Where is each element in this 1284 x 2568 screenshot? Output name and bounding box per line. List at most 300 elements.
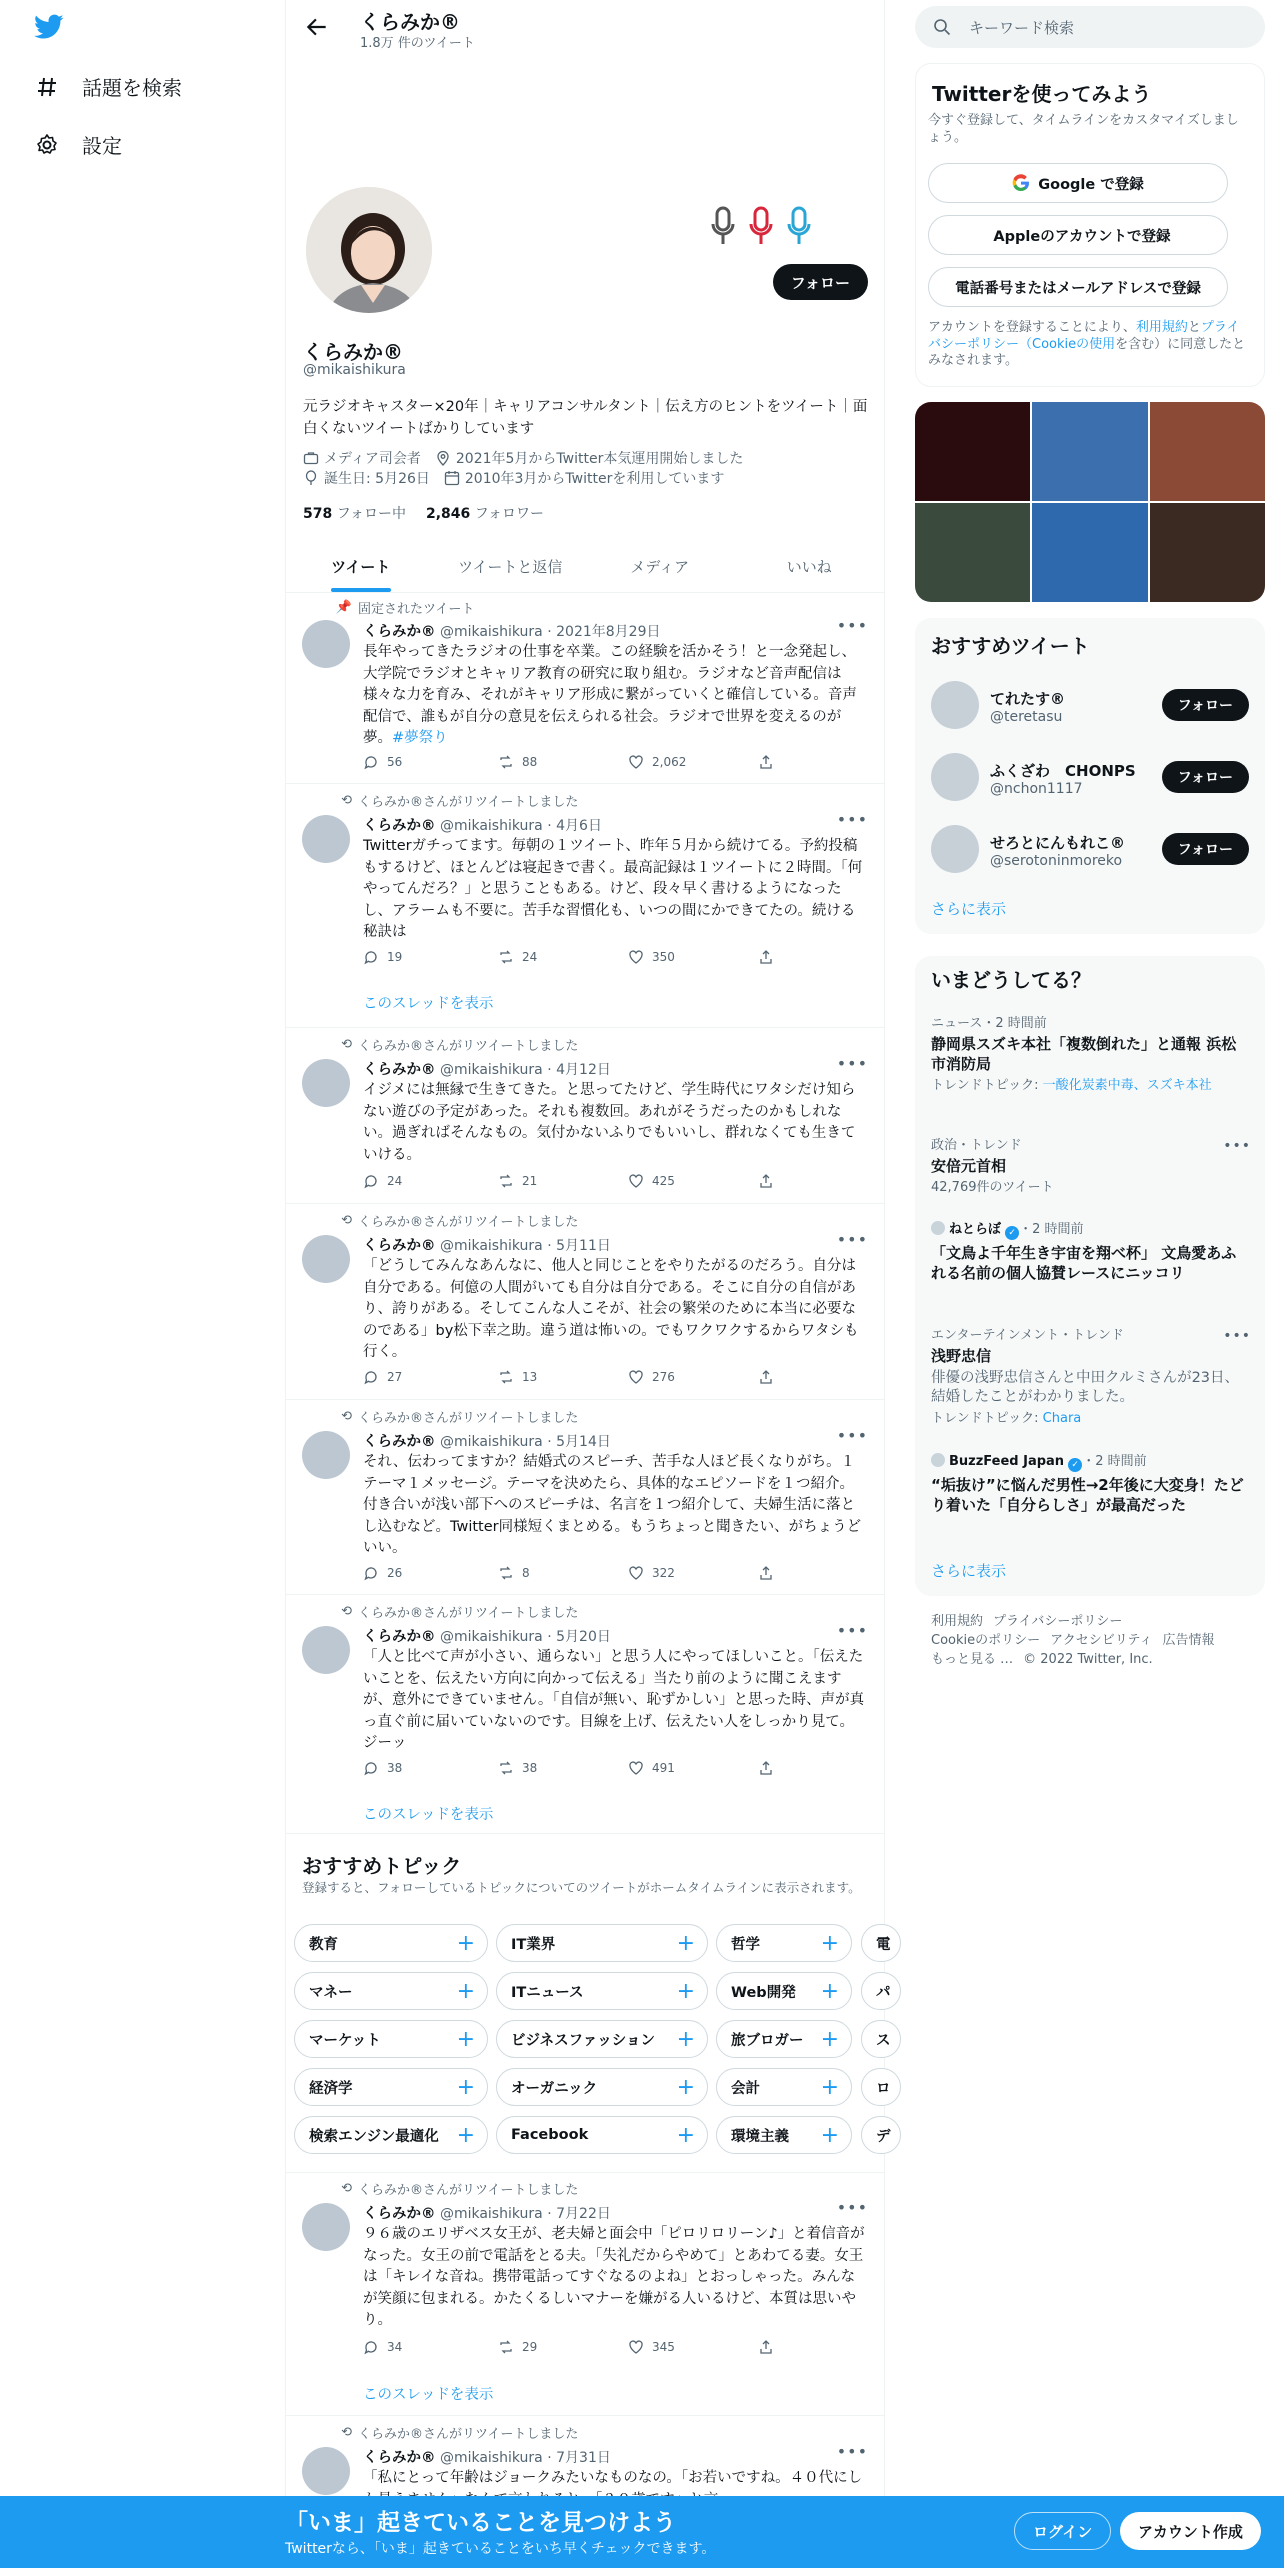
tweet-avatar[interactable]: [302, 1431, 350, 1479]
reply-button[interactable]: [363, 754, 498, 770]
heart-icon: [628, 1369, 644, 1385]
retweet-context-label: くらみか®さんがリツイートしました: [358, 1606, 579, 1621]
topic-chip[interactable]: [716, 1924, 852, 1962]
trend-context-label: トレンドトピック:: [931, 1078, 1043, 1093]
who-to-follow-title: おすすめツイート: [931, 634, 1090, 658]
topic-chip[interactable]: [861, 2068, 901, 2106]
tweet-author-name[interactable]: くらみか®: [363, 624, 436, 640]
plus-icon[interactable]: +: [676, 2026, 695, 2052]
who-to-follow-item[interactable]: [915, 740, 1265, 810]
follow-user-button[interactable]: フォロー: [1162, 761, 1249, 793]
tweet-date[interactable]: 5月20日: [556, 1629, 611, 1645]
trend-tweet-count: 42,769件のツイート: [931, 1180, 1054, 1195]
footer-copyright: © 2022 Twitter, Inc.: [1023, 1652, 1153, 1667]
user-name[interactable]: てれたす®: [990, 690, 1066, 708]
heart-icon: [628, 949, 644, 965]
retweet-context-label: くらみか®さんがリツイートしました: [358, 795, 579, 810]
tweet-author-handle: @mikaishikura: [439, 1434, 543, 1450]
profile-meta-row-2: [303, 468, 724, 488]
who-to-follow-item[interactable]: [915, 668, 1265, 738]
retweet-context-label: くらみか®さんがリツイートしました: [358, 2427, 579, 2442]
tweet-avatar[interactable]: [302, 1626, 350, 1674]
tweet-text: [363, 642, 868, 750]
topic-chip-label: ビジネスファッション: [511, 2032, 655, 2049]
topic-chip[interactable]: [716, 2116, 852, 2154]
more-options-icon[interactable]: •••: [836, 1054, 868, 1073]
topic-chip-label: 会計: [731, 2080, 760, 2097]
more-options-icon[interactable]: •••: [836, 1621, 868, 1640]
trends-more-link[interactable]: さらに表示: [931, 1562, 1007, 1580]
tab-tweets[interactable]: ツイート: [286, 540, 436, 592]
topic-chip[interactable]: [716, 1972, 852, 2010]
reply-button[interactable]: [363, 949, 498, 965]
left-navigation: [0, 0, 285, 2568]
retweet-icon: [498, 1173, 514, 1189]
trend-context-link[interactable]: 一酸化炭素中毒、スズキ本社: [1042, 1078, 1212, 1093]
user-avatar[interactable]: [931, 681, 979, 729]
tweet-item[interactable]: [286, 1596, 884, 1834]
create-account-button[interactable]: アカウント作成: [1120, 2512, 1261, 2550]
trend-item[interactable]: [931, 1134, 1251, 1196]
footer-privacy-link[interactable]: プライバシーポリシー: [993, 1614, 1123, 1629]
retweet-icon: [498, 2339, 514, 2355]
reply-count: 19: [387, 950, 403, 964]
retweet-count: 24: [522, 950, 538, 964]
tweet-item[interactable]: [286, 594, 884, 784]
footer-terms-link[interactable]: 利用規約: [931, 1614, 984, 1629]
media-thumbnail[interactable]: [915, 503, 1030, 602]
tweet-author-name[interactable]: くらみか®: [363, 1629, 436, 1645]
plus-icon[interactable]: +: [676, 1930, 695, 1956]
phone-email-signup-button[interactable]: [928, 267, 1228, 307]
signup-card: [915, 63, 1265, 387]
tweet-item[interactable]: [286, 1401, 884, 1595]
reply-count: 34: [387, 2340, 403, 2354]
trend-item[interactable]: [931, 1450, 1251, 1515]
signup-desc: 今すぐ登録して、タイムラインをカスタマイズしましょう。: [928, 113, 1239, 145]
nav-settings[interactable]: [34, 130, 122, 159]
reply-count: 56: [387, 755, 403, 769]
like-button[interactable]: [628, 1369, 758, 1385]
reply-button[interactable]: [363, 1173, 498, 1189]
microphone-icon: [710, 206, 736, 246]
tweet-actions: [363, 1173, 783, 1189]
topic-chip-label: オーガニック: [511, 2080, 598, 2097]
user-handle: @nchon1117: [990, 781, 1083, 797]
voice-icons: [710, 206, 812, 246]
topic-chip[interactable]: [496, 2020, 708, 2058]
plus-icon[interactable]: +: [456, 2122, 475, 2148]
user-name[interactable]: ふくざわ CHONPS: [990, 762, 1136, 780]
trend-time: ・2 時間前: [1082, 1454, 1147, 1469]
who-to-follow-item[interactable]: [915, 812, 1265, 882]
tweet-actions: [363, 1369, 783, 1385]
following-label: フォロー中: [336, 506, 406, 522]
retweet-context-label: くらみか®さんがリツイートしました: [358, 1039, 579, 1054]
tweet-body: 長年やってきたラジオの仕事を卒業。この経験を活かそう！と一念発起し、大学院でラジオとキャリア教育の研究に取り組む。ラジオなど音声配信は様々な力を育み、それがキャリア形成に繋がっていくと確信している。音声配信で、誰もが自分の意見を伝えられる社会。ラジオで世界を変えるのが夢。: [363, 644, 857, 746]
retweet-button[interactable]: [498, 1565, 628, 1581]
tweet-text: ９６歳のエリザベス女王が、老夫婦と面会中「ピロリロリーン♪」と着信音がなった。女王の前で電話をとる夫。「失礼だからやめて」とあわてる妻。女王は「キレイな音ね。携帯電話ってすぐなるのよね」とおっしゃった。みんなが笑顔に包まれる。かたくるしいマナーを嫌がる人いるけど、本質は思いやり。: [363, 2226, 865, 2328]
search-box[interactable]: [915, 6, 1265, 48]
profile-location-text: 2021年5月からTwitter本気運用開始しました: [455, 451, 744, 467]
tweet-avatar[interactable]: [302, 1059, 350, 1107]
trend-item[interactable]: [931, 1324, 1251, 1427]
tweet-actions: [363, 1565, 783, 1581]
verified-badge-icon: ✓: [1068, 1458, 1082, 1472]
trend-source: ねとらぼ: [949, 1222, 1002, 1237]
show-thread-link[interactable]: このスレッドを表示: [363, 2387, 494, 2403]
trend-title: “垢抜け”に悩んだ男性→2年後に大変身！たどり着いた「自分らしさ」が最高だった: [931, 1476, 1244, 1514]
plus-icon[interactable]: +: [456, 2026, 475, 2052]
tweet-item[interactable]: [286, 785, 884, 1028]
retweet-button[interactable]: [498, 1760, 628, 1776]
google-icon: [1012, 174, 1030, 192]
media-thumbnail[interactable]: [1032, 503, 1147, 602]
legal-and: と: [1187, 320, 1201, 335]
more-options-icon[interactable]: •••: [1223, 1328, 1251, 1344]
more-options-icon[interactable]: •••: [1223, 1138, 1251, 1154]
nav-settings-label: 設定: [82, 134, 122, 158]
microphone-icon: [748, 206, 774, 246]
profile-birthday-text: 誕生日: 5月26日: [324, 471, 430, 487]
reply-icon: [363, 1565, 379, 1581]
topic-chip[interactable]: [294, 2020, 488, 2058]
tweet-text: Twitterガチってます。毎朝の１ツイート、昨年５月から続けてる。予約投稿もするけど、ほとんどは寝起きで書く。最高記録は１ツイートに２時間。「何やってんだろ？」と思うこともある。けど、段々早く書けるようになったし、アラームも不要に。苦手な習慣化も、いつの間にかできてたの。続ける秘訣は: [363, 838, 863, 940]
profile-meta-row-1: [303, 448, 743, 468]
footer-ads-link[interactable]: 広告情報: [1162, 1633, 1215, 1648]
topic-chip-label: 環境主義: [731, 2128, 789, 2145]
followers-link[interactable]: [426, 503, 544, 523]
share-button[interactable]: [758, 754, 774, 770]
like-count: 345: [652, 2340, 675, 2354]
tweet-avatar[interactable]: [302, 815, 350, 863]
topic-chip[interactable]: [861, 2116, 901, 2154]
search-input[interactable]: キーワード検索: [969, 18, 1075, 37]
like-count: 276: [652, 1370, 675, 1384]
share-icon: [758, 1369, 774, 1385]
retweet-count: 88: [522, 755, 538, 769]
retweet-button[interactable]: [498, 754, 628, 770]
topics-subtitle: 登録すると、フォローしているトピックについてのツイートがホームタイムラインに表示されます。: [302, 1880, 861, 1895]
trend-meta: エンターテインメント・トレンド: [931, 1328, 1124, 1343]
heart-icon: [628, 754, 644, 770]
share-button[interactable]: [758, 2339, 774, 2355]
footer-accessibility-link[interactable]: アクセシビリティ: [1050, 1633, 1153, 1648]
like-button[interactable]: [628, 754, 758, 770]
topic-chip-label: ITニュース: [511, 1984, 584, 2001]
profile-category: [303, 448, 421, 468]
tweet-author-name[interactable]: くらみか®: [363, 818, 436, 834]
profile-avatar[interactable]: [302, 183, 436, 317]
reply-icon: [363, 1760, 379, 1776]
reply-button[interactable]: [363, 1369, 498, 1385]
google-signup-label: Google で登録: [1038, 176, 1144, 193]
retweet-button[interactable]: [498, 949, 628, 965]
topic-chip[interactable]: [294, 1972, 488, 2010]
more-options-icon[interactable]: •••: [836, 616, 868, 635]
tweet-avatar[interactable]: [302, 2203, 350, 2251]
retweet-count: 21: [522, 1174, 538, 1188]
back-arrow-icon[interactable]: [304, 14, 330, 40]
tweet-hashtag[interactable]: #夢祭り: [392, 730, 448, 746]
topic-chip-label: 検索エンジン最適化: [309, 2128, 439, 2145]
retweet-icon: ⟲: [341, 2181, 352, 2196]
retweet-icon: [498, 949, 514, 965]
bottom-bar-title: 「いま」起きていることを見つけよう: [285, 2510, 676, 2536]
trend-meta: 政治・トレンド: [931, 1138, 1022, 1153]
topic-chip-label: パ: [876, 1984, 891, 2001]
apple-signup-button[interactable]: [928, 215, 1228, 255]
follow-user-button[interactable]: フォロー: [1162, 833, 1249, 865]
retweet-context: [330, 2423, 578, 2442]
topic-chip-label: 経済学: [309, 2080, 353, 2097]
user-avatar[interactable]: [931, 753, 979, 801]
media-thumbnail[interactable]: [1032, 402, 1147, 501]
plus-icon[interactable]: +: [456, 1930, 475, 1956]
reply-icon: [363, 754, 379, 770]
tweet-date[interactable]: 4月12日: [556, 1062, 611, 1078]
tweet-author-handle: @mikaishikura: [439, 1062, 543, 1078]
briefcase-icon: [303, 450, 319, 466]
share-button[interactable]: [758, 1760, 774, 1776]
share-button[interactable]: [758, 1173, 774, 1189]
retweet-button[interactable]: [498, 1173, 628, 1189]
retweet-context: [330, 2179, 578, 2198]
who-to-follow-more-link[interactable]: さらに表示: [931, 900, 1007, 918]
like-count: 425: [652, 1174, 675, 1188]
reply-count: 24: [387, 1174, 403, 1188]
tweet-author-handle: @mikaishikura: [439, 2450, 543, 2466]
login-button[interactable]: ログイン: [1014, 2512, 1111, 2550]
show-thread-link[interactable]: このスレッドを表示: [363, 1807, 494, 1823]
tweet-author-name[interactable]: くらみか®: [363, 1238, 436, 1254]
plus-icon[interactable]: +: [820, 2122, 839, 2148]
plus-icon[interactable]: +: [456, 1978, 475, 2004]
plus-icon[interactable]: +: [676, 2074, 695, 2100]
topic-chip[interactable]: [716, 2020, 852, 2058]
plus-icon[interactable]: +: [820, 1978, 839, 2004]
topic-chip[interactable]: [861, 2020, 901, 2058]
follow-button[interactable]: フォロー: [773, 264, 868, 300]
like-button[interactable]: [628, 1760, 758, 1776]
trends-title: いまどうしてる？: [931, 968, 1091, 992]
retweet-context: [330, 1407, 578, 1426]
show-thread-link[interactable]: このスレッドを表示: [363, 996, 494, 1012]
google-signup-button[interactable]: [928, 163, 1228, 203]
share-icon: [758, 2339, 774, 2355]
profile-joined-text: 2010年3月からTwitterを利用しています: [464, 471, 725, 487]
like-button[interactable]: [628, 2339, 758, 2355]
retweet-context: [330, 1602, 578, 1621]
like-button[interactable]: [628, 1565, 758, 1581]
header-tweet-count: 1.8万 件のツイート: [360, 36, 475, 51]
topic-chip[interactable]: [496, 1924, 708, 1962]
share-icon: [758, 1565, 774, 1581]
plus-icon[interactable]: +: [676, 2122, 695, 2148]
tweet-date[interactable]: 7月22日: [556, 2206, 611, 2222]
profile-name: くらみか®: [303, 340, 403, 364]
tweet-item[interactable]: [286, 1029, 884, 1204]
like-count: 2,062: [652, 755, 687, 769]
topic-chip-label: 教育: [309, 1936, 338, 1953]
tweet-date[interactable]: 2021年8月29日: [556, 624, 661, 640]
trend-time: ・2 時間前: [1019, 1222, 1084, 1237]
trend-meta: ニュース・2 時間前: [931, 1016, 1047, 1031]
more-options-icon[interactable]: •••: [836, 2442, 868, 2461]
retweet-count: 8: [522, 1566, 530, 1580]
tweet-avatar[interactable]: [302, 620, 350, 668]
tweet-actions: [363, 1760, 783, 1776]
main-column: [285, 0, 891, 2568]
trend-title: 静岡県スズキ本社「複数倒れた」と通報 浜松市消防局: [931, 1035, 1237, 1073]
trend-item[interactable]: [931, 1012, 1251, 1094]
twitter-logo-icon[interactable]: [34, 14, 64, 40]
profile-media-grid: [915, 402, 1265, 602]
share-button[interactable]: [758, 1369, 774, 1385]
topic-chip-label: ス: [876, 2032, 891, 2049]
tweet-item[interactable]: [286, 1205, 884, 1400]
media-thumbnail[interactable]: [1150, 402, 1265, 501]
media-thumbnail[interactable]: [915, 402, 1030, 501]
tweet-avatar[interactable]: [302, 2447, 350, 2495]
microphone-icon: [786, 206, 812, 246]
profile-bio: 元ラジオキャスター×20年｜キャリアコンサルタント｜伝え方のヒントをツイート｜面白くないツイートばかりしています: [303, 399, 868, 437]
topic-chip[interactable]: [294, 2068, 488, 2106]
plus-icon[interactable]: +: [820, 2074, 839, 2100]
topic-chip-label: ロ: [876, 2080, 891, 2097]
trend-title: 「文鳥よ千年生き宇宙を翔べ杯」 文鳥愛あふれる名前の個人協賛レースにニッコリ: [931, 1244, 1237, 1282]
more-options-icon[interactable]: •••: [836, 2198, 868, 2217]
footer-more-link[interactable]: もっと見る …: [931, 1652, 1014, 1667]
share-button[interactable]: [758, 949, 774, 965]
topic-chip-label: IT業界: [511, 1936, 556, 1953]
share-button[interactable]: [758, 1565, 774, 1581]
legal-pre: アカウントを登録することにより、: [928, 320, 1136, 335]
more-options-icon[interactable]: •••: [836, 1426, 868, 1445]
user-name[interactable]: せろとにんもれこ®: [990, 834, 1126, 852]
reply-icon: [363, 1173, 379, 1189]
who-to-follow-card: [915, 618, 1265, 934]
header-name: くらみか®: [360, 10, 460, 34]
heart-icon: [628, 1565, 644, 1581]
trend-context-link[interactable]: Chara: [1042, 1411, 1082, 1426]
topic-chip[interactable]: [716, 2068, 852, 2106]
retweet-icon: ⟲: [341, 1409, 352, 1424]
tweet-author-name[interactable]: くらみか®: [363, 1434, 436, 1450]
topic-chip[interactable]: [496, 2068, 708, 2106]
plus-icon[interactable]: +: [820, 1930, 839, 1956]
tweet-avatar[interactable]: [302, 1235, 350, 1283]
trend-context: [931, 1410, 1251, 1427]
topic-chip[interactable]: [496, 1972, 708, 2010]
recommended-topics: [286, 1850, 891, 2170]
trend-item[interactable]: [931, 1218, 1251, 1283]
topic-chip[interactable]: [294, 2116, 488, 2154]
tweet-text: 「どうしてみんなあんなに、他人と同じことをやりたがるのだろう。自分は自分である。何億の人間がいても自分は自分である。そこに自分の自信があり、誇りがある。そしてこんな人こそが、社会の繁栄のために本当に必要なのである」by松下幸之助。違う道は怖いの。でもワクワクするからワタシも行く。: [363, 1258, 859, 1360]
plus-icon[interactable]: +: [820, 2026, 839, 2052]
followers-label: フォロワー: [474, 506, 545, 522]
tweet-author-name[interactable]: くらみか®: [363, 1062, 436, 1078]
profile-header-bar: [286, 0, 884, 54]
like-button[interactable]: [628, 1173, 758, 1189]
trend-source: BuzzFeed Japan: [949, 1454, 1065, 1469]
more-options-icon[interactable]: •••: [836, 1230, 868, 1249]
nav-explore[interactable]: [34, 72, 182, 101]
retweet-icon: ⟲: [341, 1037, 352, 1052]
tab-likes[interactable]: いいね: [786, 557, 832, 576]
pin-icon: 📌: [335, 600, 352, 615]
tweet-author-handle: @mikaishikura: [439, 1238, 543, 1254]
topic-chip[interactable]: [861, 1972, 901, 2010]
topic-chip-label: 旅ブロガー: [731, 2032, 804, 2049]
footer-cookie-link[interactable]: Cookieのポリシー: [931, 1633, 1041, 1648]
more-options-icon[interactable]: •••: [836, 810, 868, 829]
plus-icon[interactable]: +: [456, 2074, 475, 2100]
retweet-icon: [498, 1565, 514, 1581]
reply-button[interactable]: [363, 1565, 498, 1581]
user-handle: @serotoninmoreko: [990, 853, 1123, 869]
tweet-date[interactable]: 5月14日: [556, 1434, 611, 1450]
profile-handle: @mikaishikura: [303, 362, 406, 378]
tweet-item[interactable]: [286, 2172, 884, 2416]
hashtag-icon: [34, 74, 60, 100]
verified-badge-icon: ✓: [1005, 1226, 1019, 1240]
tweet-date[interactable]: 5月11日: [556, 1238, 611, 1254]
like-button[interactable]: [628, 949, 758, 965]
reply-button[interactable]: [363, 2339, 498, 2355]
retweet-icon: ⟲: [341, 793, 352, 808]
media-thumbnail[interactable]: [1150, 503, 1265, 602]
retweet-icon: ⟲: [341, 1604, 352, 1619]
tweet-date[interactable]: 4月6日: [556, 818, 602, 834]
like-count: 350: [652, 950, 675, 964]
retweet-context-label: くらみか®さんがリツイートしました: [358, 2183, 579, 2198]
tweet-author-name[interactable]: くらみか®: [363, 2206, 436, 2222]
retweet-context-label: くらみか®さんがリツイートしました: [358, 1411, 579, 1426]
terms-link[interactable]: 利用規約: [1135, 320, 1188, 335]
trend-meta: [931, 1450, 1251, 1472]
topic-chip[interactable]: [861, 1924, 901, 1962]
tweet-author-name[interactable]: くらみか®: [363, 2450, 436, 2466]
signup-legal-text: [928, 320, 1248, 370]
follow-user-button[interactable]: フォロー: [1162, 689, 1249, 721]
retweet-context-label: くらみか®さんがリツイートしました: [358, 1215, 579, 1230]
following-count: 578: [303, 506, 333, 522]
footer-links: [931, 1612, 1251, 1669]
reply-icon: [363, 949, 379, 965]
profile-counts: [303, 503, 544, 523]
following-link[interactable]: [303, 503, 406, 523]
tab-tweets-and-replies[interactable]: ツイートと返信: [458, 557, 563, 576]
privacy-link[interactable]: プライバシーポリシー（Cookieの使用: [928, 320, 1240, 352]
tweet-header: くらみか® @mikaishikura · 7月31日: [363, 2450, 611, 2466]
tweet-text: 「人と比べて声が小さい、通らない」と思う人にやってほしいこと。「伝えたいことを、伝えたい方向に向かって伝える」当たり前のように聞こえますが、意外にできていません。「自信が無い、恥ずかしい」と思った時、声が真っ直ぐ前に届いていないのです。目線を上げ、伝えたい人をしっかり見て。ジーッ: [363, 1649, 865, 1751]
tab-media[interactable]: メディア: [630, 557, 690, 576]
retweet-button[interactable]: [498, 1369, 628, 1385]
gear-icon: [34, 132, 60, 158]
share-icon: [758, 1760, 774, 1776]
user-avatar[interactable]: [931, 825, 979, 873]
tweet-date[interactable]: 7月31日: [556, 2450, 611, 2466]
reply-button[interactable]: [363, 1760, 498, 1776]
reply-icon: [363, 2339, 379, 2355]
topic-chip[interactable]: [294, 1924, 488, 1962]
plus-icon[interactable]: +: [676, 1978, 695, 2004]
retweet-button[interactable]: [498, 2339, 628, 2355]
topic-chip[interactable]: [496, 2116, 708, 2154]
retweet-context: [330, 1035, 578, 1054]
share-icon: [758, 754, 774, 770]
